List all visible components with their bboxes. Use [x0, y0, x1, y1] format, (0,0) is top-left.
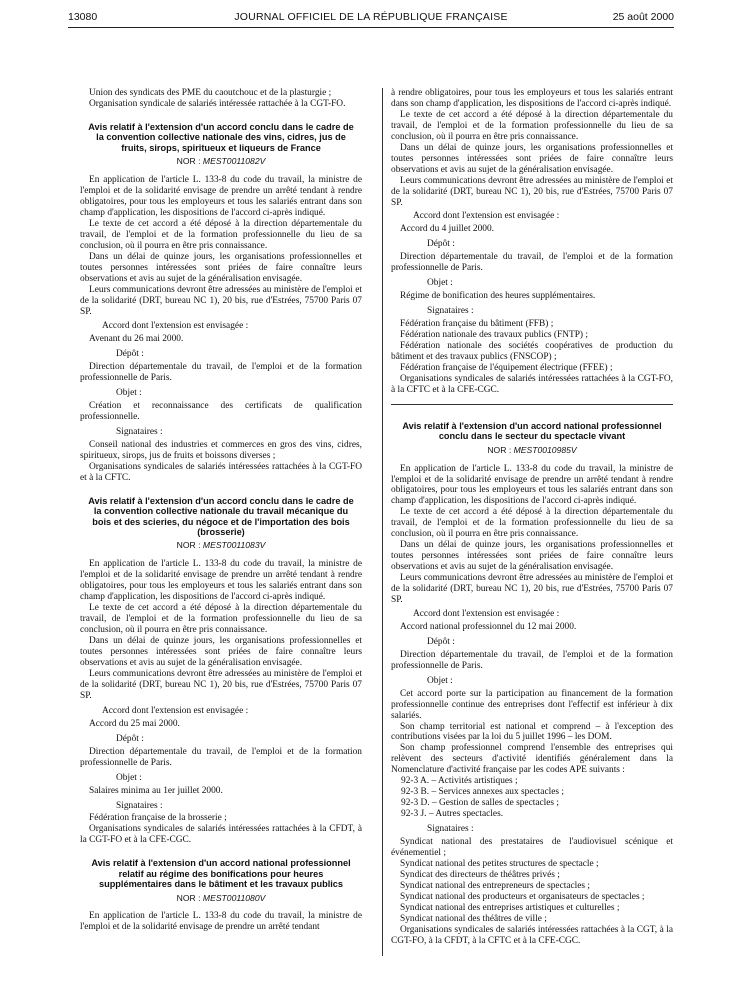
paragraph: Le texte de cet accord a été déposé à la direction départementale du travail, de l'emploi et de la formation professionnelle du lieu de sa conclusion, où il pourra en être pris connaissance.	[80, 218, 362, 251]
section-label: Objet :	[427, 675, 453, 686]
notice-title: Avis relatif à l'extension d'un accord national professionnel relatif au régime des bonifications pour heures supplémentaires dans le bâtiment et les travaux publics	[91, 858, 351, 890]
paragraph: Union des syndicats des PME du caoutchouc et de la plasturgie ;	[89, 88, 332, 98]
ape-code-list	[391, 776, 673, 820]
paragraph: Dans un délai de quinze jours, les organisations professionnelles et toutes personnes intéressées sont priées de faire connaître leurs observations et avis au sujet de la généralisation envisagée.	[80, 636, 362, 669]
page-header	[68, 11, 674, 27]
paragraph: Fédération nationale des travaux publics (FNTP) ;	[400, 330, 588, 341]
section-label: Accord dont l'extension est envisagée :	[102, 321, 249, 332]
list-item: 92-3 B. – Services annexes aux spectacles ;	[401, 787, 564, 798]
paragraph: En application de l'article L. 133-8 du code du travail, la ministre de l'emploi et de la solidarité envisage de prendre un arrêté tendant à rendre obligatoires, pour tous les employeurs et tous les salariés entrant dans son champ d'application, les dispositions de l'accord ci-après indiqué.	[80, 559, 362, 603]
header-rule	[68, 27, 674, 28]
section-label: Accord dont l'extension est envisagée :	[413, 608, 560, 619]
nor-reference: NOR : MEST0010985V	[487, 444, 577, 455]
column-divider	[382, 88, 383, 956]
paragraph: Accord du 4 juillet 2000.	[400, 224, 494, 235]
paragraph: Leurs communications devront être adressées au ministère de l'emploi et de la solidarité (DRT, bureau NC 1), 20 bis, rue d'Estrées, 75700 Paris 07 SP.	[80, 668, 362, 701]
paragraph: Organisations syndicales de salariés intéressées rattachées à la CGT-FO et à la CFTC.	[80, 461, 362, 483]
paragraph: Organisations syndicales de salariés intéressées rattachées à la CGT, à la CGT-FO, à la CFDT, à la CFTC et à la CFE-CGC.	[391, 924, 673, 946]
paragraph: Le texte de cet accord a été déposé à la direction départementale du travail, de l'emploi et de la formation professionnelle du lieu de sa conclusion, où il pourra en être pris connaissance.	[391, 109, 673, 142]
left-column	[80, 88, 362, 933]
section-label: Dépôt :	[116, 733, 144, 744]
paragraph: Cet accord porte sur la participation au financement de la formation professionnelle continue des entreprises dont l'effectif est inférieur à dix salariés.	[391, 688, 673, 721]
list-item: 92-3 J. – Autres spectacles.	[401, 809, 504, 820]
paragraph: Syndicat national des petites structures de spectacle ;	[400, 858, 599, 869]
paragraph: à rendre obligatoires, pour tous les employeurs et tous les salariés entrant dans son champ d'application, les dispositions de l'accord ci-après indiqué.	[391, 88, 673, 109]
journal-title: JOURNAL OFFICIEL DE LA RÉPUBLIQUE FRANÇAISE	[234, 11, 508, 23]
section-label: Dépôt :	[116, 349, 144, 360]
section-label: Objet :	[116, 772, 142, 783]
paragraph: Leurs communications devront être adressées au ministère de l'emploi et de la solidarité (DRT, bureau NC 1), 20 bis, rue d'Estrées, 75700 Paris 07 SP.	[391, 573, 673, 605]
paragraph: Dans un délai de quinze jours, les organisations professionnelles et toutes personnes intéressées sont priées de faire connaître leurs observations et avis au sujet de la généralisation envisagée.	[80, 251, 362, 284]
paragraph: Fédération française de la brosserie ;	[89, 813, 227, 824]
section-label: Signataires :	[116, 427, 163, 438]
nor-reference: NOR : MEST0011082V	[176, 156, 266, 167]
paragraph: Syndicat national des producteurs et organisateurs de spectacles ;	[400, 891, 645, 902]
paragraph: Direction départementale du travail, de l'emploi et de la formation professionnelle de Paris.	[80, 362, 362, 384]
section-label: Signataires :	[116, 800, 163, 811]
list-item: 92-3 D. – Gestion de salles de spectacles ;	[401, 798, 560, 809]
paragraph: Direction départementale du travail, de l'emploi et de la formation professionnelle de Paris.	[80, 746, 362, 768]
paragraph: Accord du 25 mai 2000.	[89, 718, 180, 729]
paragraph: Syndicat national des théâtres de ville ;	[400, 913, 547, 924]
section-label: Objet :	[116, 388, 142, 399]
paragraph: Syndicat national des prestataires de l'audiovisuel scénique et événementiel ;	[391, 837, 673, 858]
nor-reference: NOR : MEST0011080V	[176, 892, 266, 903]
list-item: 92-3 A. – Activités artistiques ;	[401, 776, 518, 787]
paragraph: Organisations syndicales de salariés intéressées rattachées à la CFDT, à la CGT-FO et à la CFE-CGC.	[80, 824, 362, 846]
paragraph: En application de l'article L. 133-8 du code du travail, la ministre de l'emploi et de la solidarité envisage de prendre un arrêté tendant	[80, 911, 362, 933]
section-label: Signataires :	[427, 824, 474, 835]
paragraph: En application de l'article L. 133-8 du code du travail, la ministre de l'emploi et de la solidarité envisage de prendre un arrêté tendant à rendre obligatoires, pour tous les employeurs et tous les salariés entrant dans son champ d'application, les dispositions de l'accord ci-après indiqué.	[80, 175, 362, 218]
paragraph: Direction départementale du travail, de l'emploi et de la formation professionnelle de Paris.	[391, 649, 673, 671]
paragraph: En application de l'article L. 133-8 du code du travail, la ministre de l'emploi et de la solidarité envisage de prendre un arrêté tendant à rendre obligatoires, pour tous les employeurs et tous les salariés entrant dans son champ d'application, les dispositions de l'accord ci-après indiqué.	[391, 463, 673, 507]
paragraph: Conseil national des industries et commerces en gros des vins, cidres, spiritueux, sirops, jus de fruits et boissons diverses ;	[80, 440, 362, 461]
paragraph: Organisation syndicale de salariés intéressée rattachée à la CGT-FO.	[89, 98, 346, 109]
paragraph: Fédération française du bâtiment (FFB) ;	[400, 319, 554, 330]
paragraph: Syndicat national des entrepreneurs de spectacles ;	[400, 880, 591, 891]
notice-title: Avis relatif à l'extension d'un accord conclu dans le cadre de la convention collective nationale des vins, cidres, jus de fruits, sirops, spiritueux et liqueurs de France	[88, 121, 354, 153]
paragraph: Accord national professionnel du 12 mai 2000.	[400, 621, 577, 632]
paragraph: Syndicat des directeurs de théâtres privés ;	[400, 869, 560, 880]
issue-date: 25 août 2000	[612, 11, 674, 23]
section-label: Dépôt :	[427, 239, 455, 250]
paragraph: Le texte de cet accord a été déposé à la direction départementale du travail, de l'emploi et de la formation professionnelle du lieu de sa conclusion, où il pourra en être pris connaissance.	[80, 603, 362, 636]
paragraph: Avenant du 26 mai 2000.	[89, 334, 184, 345]
section-divider	[391, 404, 673, 405]
paragraph: Le texte de cet accord a été déposé à la direction départementale du travail, de l'emploi et de la formation professionnelle du lieu de sa conclusion, où il pourra en être pris connaissance.	[391, 507, 673, 540]
section-label: Dépôt :	[427, 636, 455, 647]
paragraph: Création et reconnaissance des certificats de qualification professionnelle.	[80, 401, 362, 423]
section-label: Accord dont l'extension est envisagée :	[102, 705, 249, 716]
paragraph: Organisations syndicales de salariés intéressées rattachées à la CGT-FO, à la CFTC et à la CFE-CGC.	[391, 373, 673, 395]
paragraph: Régime de bonification des heures supplémentaires.	[400, 291, 596, 302]
right-column	[391, 88, 673, 947]
paragraph: Syndicat national des entreprises artistiques et culturelles ;	[400, 902, 620, 913]
notice-title: Avis relatif à l'extension d'un accord national professionnel conclu dans le secteur du spectacle vivant	[402, 420, 662, 442]
paragraph: Son champ territorial est national et comprend – à l'exception des contributions visées par la loi du 5 juillet 1996 – les DOM.	[391, 721, 673, 743]
section-label: Signataires :	[427, 306, 474, 317]
section-label: Objet :	[427, 278, 453, 289]
paragraph: Leurs communications devront être adressées au ministère de l'emploi et de la solidarité (DRT, bureau NC 1), 20 bis, rue d'Estrées, 75700 Paris 07 SP.	[391, 175, 673, 208]
paragraph: Salaires minima au 1er juillet 2000.	[89, 785, 223, 796]
paragraph: Dans un délai de quinze jours, les organisations professionnelles et toutes personnes intéressées sont priées de faire connaître leurs observations et avis au sujet de la généralisation envisagée.	[391, 142, 673, 175]
nor-reference: NOR : MEST0011083V	[176, 540, 266, 551]
paragraph: Direction départementale du travail, de l'emploi et de la formation professionnelle de Paris.	[391, 252, 673, 274]
section-label: Accord dont l'extension est envisagée :	[413, 211, 560, 222]
page-number: 13080	[68, 11, 98, 23]
paragraph: Son champ professionnel comprend l'ensemble des entreprises qui relèvent des secteurs d'activité identifiés généralement dans la Nomenclature d'activité française par les codes APE suivants :	[391, 743, 673, 776]
paragraph: Leurs communications devront être adressées au ministère de l'emploi et de la solidarité (DRT, bureau NC 1), 20 bis, rue d'Estrées, 75700 Paris 07 SP.	[80, 284, 362, 317]
paragraph: Dans un délai de quinze jours, les organisations professionnelles et toutes personnes intéressées sont priées de faire connaître leurs observations et avis au sujet de la généralisation envisagée.	[391, 540, 673, 573]
notice-title: Avis relatif à l'extension d'un accord conclu dans le cadre de la convention collective nationale du travail mécanique du bois et des scieries, du négoce et de l'importation des bois (brosserie)	[88, 495, 354, 538]
paragraph: Fédération française de l'équipement électrique (FFEE) ;	[400, 362, 613, 373]
paragraph: Fédération nationale des sociétés coopératives de production du bâtiment et des travaux publics (FNSCOP) ;	[391, 341, 673, 362]
